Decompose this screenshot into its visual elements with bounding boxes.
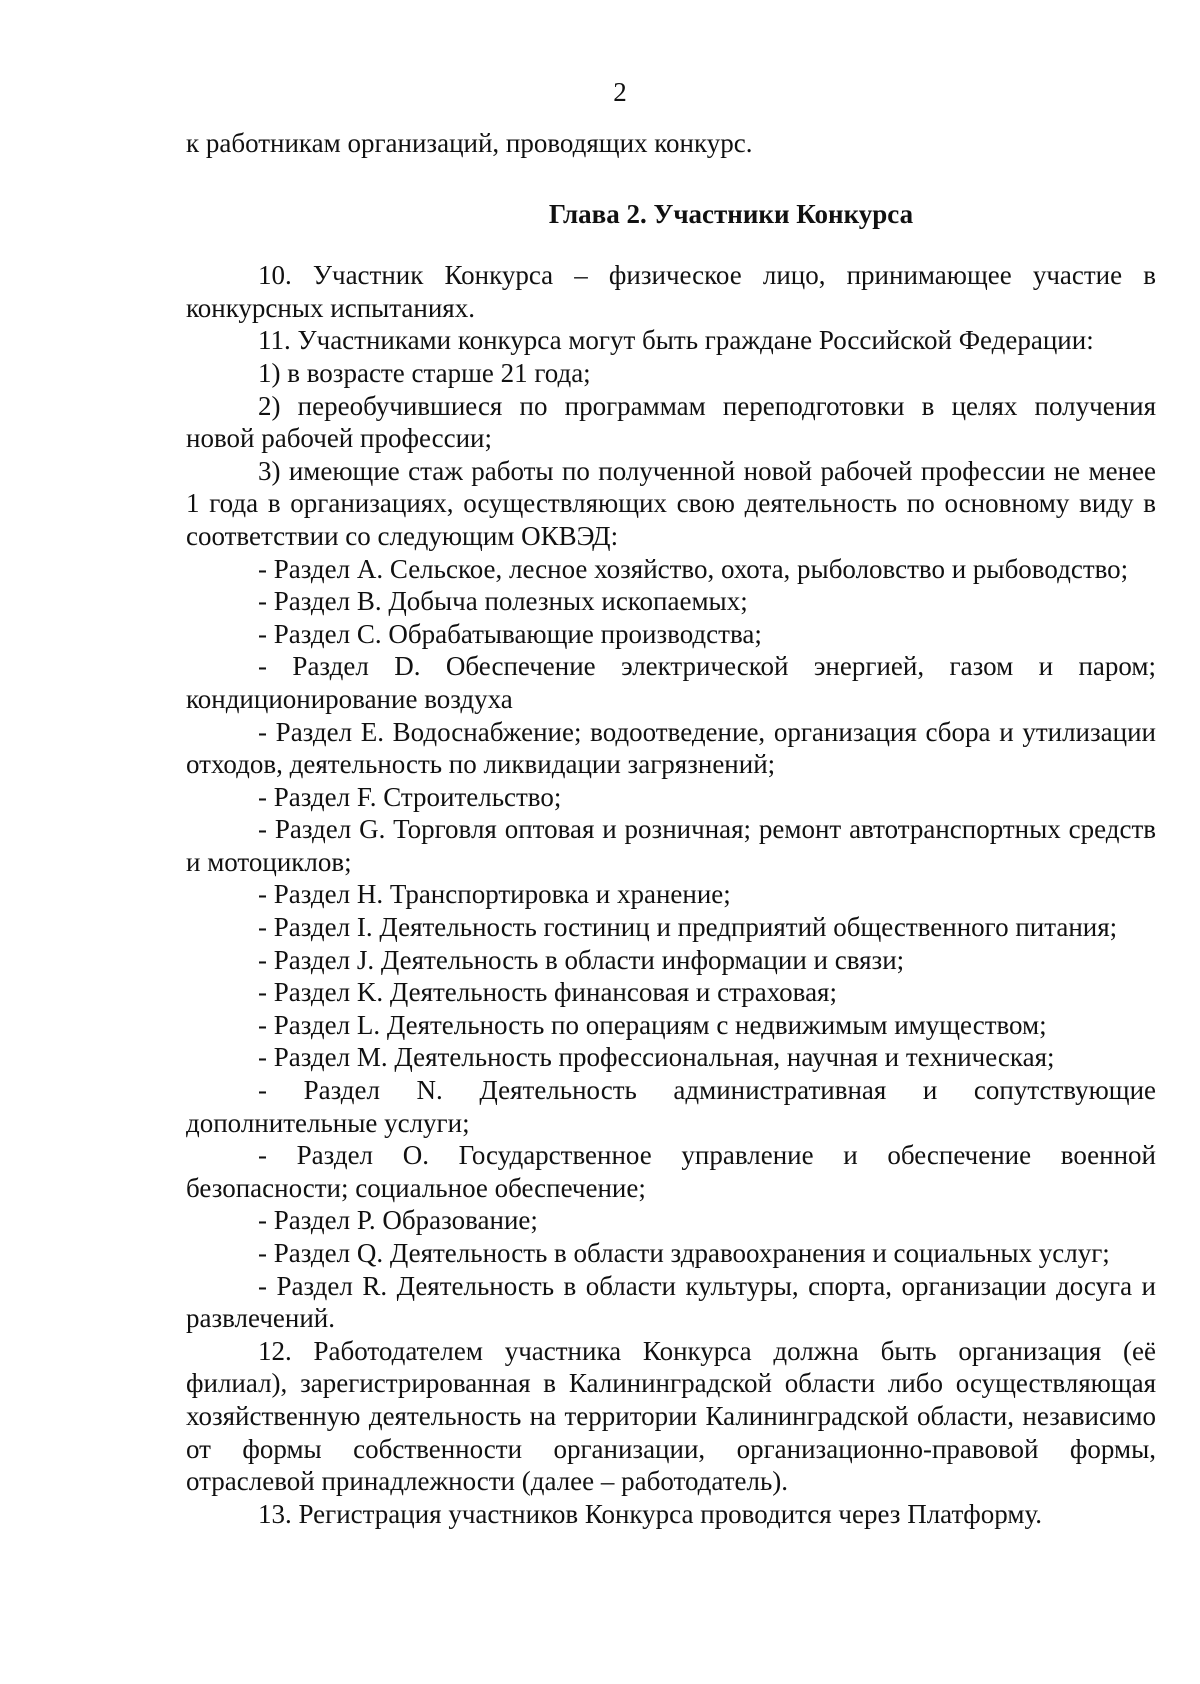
okved-section-n: - Раздел N. Деятельность административная и сопутствующие дополнительные услуги; <box>186 1075 1156 1138</box>
opening-line: к работникам организаций, проводящих конкурс. <box>186 128 753 158</box>
list-item-3: 3) имеющие стаж работы по полученной новой рабочей профессии не менее 1 года в организациях, осуществляющих свою деятельность по основному виду в соответствии со следующим ОКВЭД: <box>186 455 1156 551</box>
paragraph-13: 13. Регистрация участников Конкурса проводится через Платформу. <box>258 1498 1042 1529</box>
okved-section-j: - Раздел J. Деятельность в области информации и связи; <box>258 944 905 975</box>
okved-section-d: - Раздел D. Обеспечение электрической энергией, газом и паром; кондиционирование воздуха <box>186 651 1156 714</box>
okved-section-h: - Раздел H. Транспортировка и хранение; <box>258 879 731 910</box>
okved-section-k: - Раздел K. Деятельность финансовая и страховая; <box>258 977 837 1008</box>
okved-section-g: - Раздел G. Торговля оптовая и розничная; ремонт автотранспортных средств и мотоциклов; <box>186 814 1156 877</box>
okved-section-a: - Раздел А. Сельское, лесное хозяйство, охота, рыболовство и рыбоводство; <box>258 553 1129 584</box>
paragraph-12: 12. Работодателем участника Конкурса должна быть организация (её филиал), зарегистрированная в Калининградской области либо осуществляющая хозяйственную деятельность на территории Калининградской области, независимо от формы собственности организации, организационно-правовой формы, отраслевой принадлежности (далее – работодатель). <box>186 1335 1156 1497</box>
paragraph-10: 10. Участник Конкурса – физическое лицо, принимающее участие в конкурсных испытаниях. <box>186 260 1156 323</box>
okved-section-b: - Раздел B. Добыча полезных ископаемых; <box>258 586 748 617</box>
okved-section-i: - Раздел I. Деятельность гостиниц и предприятий общественного питания; <box>258 912 1118 943</box>
okved-section-f: - Раздел F. Строительство; <box>258 781 562 812</box>
okved-section-q: - Раздел Q. Деятельность в области здравоохранения и социальных услуг; <box>258 1238 1110 1268</box>
paragraph-11: 11. Участниками конкурса могут быть граждане Российской Федерации: <box>258 325 1094 356</box>
list-item-2: 2) переобучившиеся по программам переподготовки в целях получения новой рабочей профессии; <box>186 390 1156 454</box>
list-item-1: 1) в возрасте старше 21 года; <box>258 357 591 388</box>
okved-section-l: - Раздел L. Деятельность по операциям с недвижимым имуществом; <box>258 1009 1047 1040</box>
okved-section-c: - Раздел C. Обрабатывающие производства; <box>258 618 762 649</box>
okved-section-o: - Раздел O. Государственное управление и обеспечение военной безопасности; социальное обеспечение; <box>186 1140 1156 1203</box>
okved-section-p: - Раздел P. Образование; <box>258 1205 538 1236</box>
okved-section-r: - Раздел R. Деятельность в области культуры, спорта, организации досуга и развлечений. <box>186 1270 1156 1334</box>
chapter-heading: Глава 2. Участники Конкурса <box>548 198 914 229</box>
okved-section-e: - Раздел E. Водоснабжение; водоотведение, организация сбора и утилизации отходов, деятельность по ликвидации загрязнений; <box>186 716 1156 780</box>
okved-section-m: - Раздел M. Деятельность профессиональная, научная и техническая; <box>258 1042 1055 1073</box>
document-body <box>186 127 1156 1530</box>
page-number: 2 <box>613 77 627 107</box>
